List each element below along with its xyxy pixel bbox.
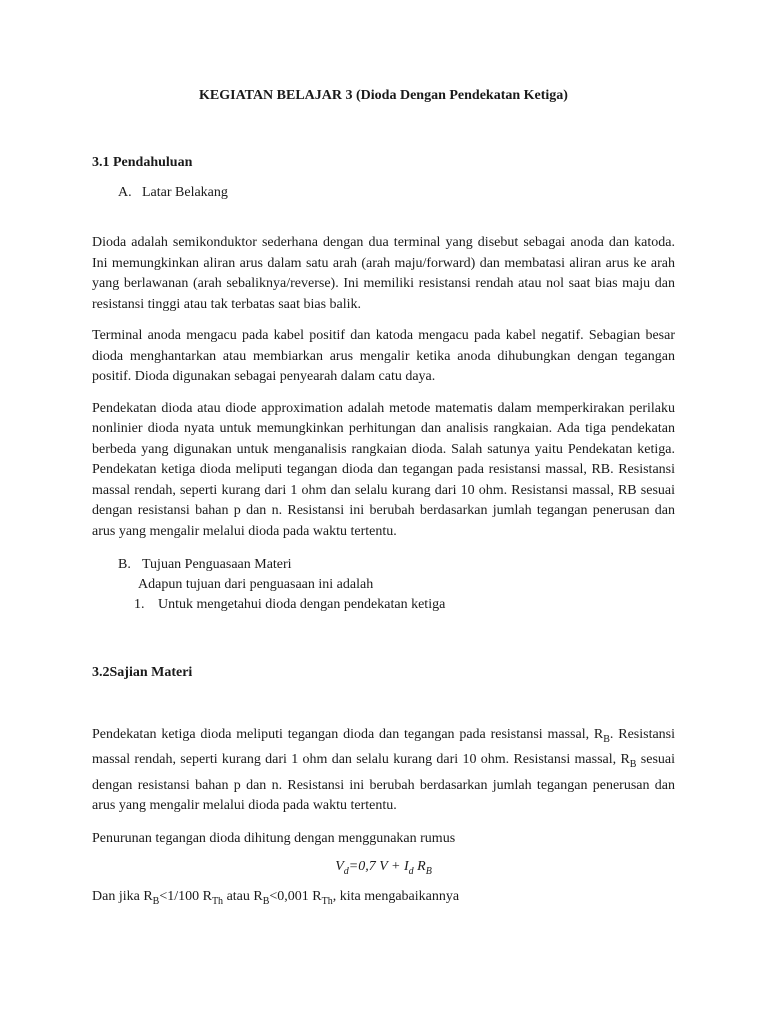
list-item-latar-belakang <box>92 183 675 203</box>
tujuan-intro: Adapun tujuan dari penguasaan ini adalah <box>138 577 374 592</box>
paragraph-sajian-materi: Pendekatan ketiga dioda meliputi tegangan dioda dan tegangan pada resistansi massal, $R_B$. Resistansi massal rendah, seperti kurang dari 1 ohm dan selalu kurang dari 10 ohm. Resistansi massal, $R_B$ sesuai dengan resistansi bahan p dan n. Resistansi ini berubah berdasarkan jumlah tegangan penerusan dan arus yang mengalir melalui dioda pada waktu tertentu. <box>92 727 676 814</box>
list-label: Untuk mengetahui dioda dengan pendekatan ketiga <box>158 597 446 612</box>
subscript-b: B <box>603 733 610 745</box>
paragraph-pendekatan: Pendekatan dioda atau diode approximation adalah metode matematis dalam memperkirakan perilaku nonlinier dioda nyata untuk memungkinkan perhitungan dan analisis rangkaian. Ada tiga pendekatan berbeda yang digunakan untuk menganalisis rangkaian dioda. Salah satunya yaitu Pendekatan ketiga. Pendekatan ketiga dioda meliputi tegangan dioda dan tegangan pada resistansi massal, RB. Resistansi massal rendah, seperti kurang dari 1 ohm dan selalu kurang dari 10 ohm. Resistansi massal, RB sesuai dengan resistansi bahan p dan n. Resistansi ini berubah berdasarkan jumlah tegangan penerusan dan arus yang mengalir melalui dioda pada waktu tertentu. <box>92 400 675 539</box>
list-label: Tujuan Penguasaan Materi <box>142 557 292 572</box>
paragraph-kondisi-rb: Dan jika $R_B<1/100$ $R_{Th}$ atau $R_B<0,001$ $R_{Th}$, kita mengabaikannya <box>92 888 460 907</box>
paragraph-rumus-intro: Penurunan tegangan dioda dihitung dengan menggunakan rumus <box>92 830 456 846</box>
section-heading-3-1: 3.1 Pendahuluan <box>92 155 193 170</box>
list-marker: B. <box>118 557 131 572</box>
list-label: Latar Belakang <box>142 185 228 200</box>
formula-voltage-drop: $V_d=0,7$ $V + I_d$ $R_B$ <box>335 859 432 877</box>
paragraph-terminal: Terminal anoda mengacu pada kabel positif dan katoda mengacu pada kabel negatif. Sebagian besar dioda menghantarkan atau membiarkan arus mengalir ketika anoda dihubungkan dengan tegangan positif. Dioda digunakan sebagai penyearah dalam catu daya. <box>92 328 675 384</box>
page-content <box>92 88 675 912</box>
list-item-tujuan-1 <box>92 595 675 615</box>
list-marker: 1. <box>134 597 145 612</box>
document-title: KEGIATAN BELAJAR 3 (Dioda Dengan Pendekatan Ketiga) <box>199 88 568 103</box>
list-marker: A. <box>118 185 132 200</box>
section-heading-3-2: 3.2Sajian Materi <box>92 665 193 680</box>
paragraph-dioda-definisi: Dioda adalah semikonduktor sederhana dengan dua terminal yang disebut sebagai anoda dan katoda. Ini memungkinkan aliran arus dalam satu arah (arah maju/forward) dan membatasi aliran arus ke arah yang berlawanan (arah sebaliknya/reverse). Ini memiliki resistansi rendah atau nol saat bias maju dan resistansi tinggi atau tak terbatas saat bias balik. <box>92 235 675 312</box>
subscript-b: B <box>629 759 637 771</box>
list-item-tujuan <box>92 555 675 575</box>
